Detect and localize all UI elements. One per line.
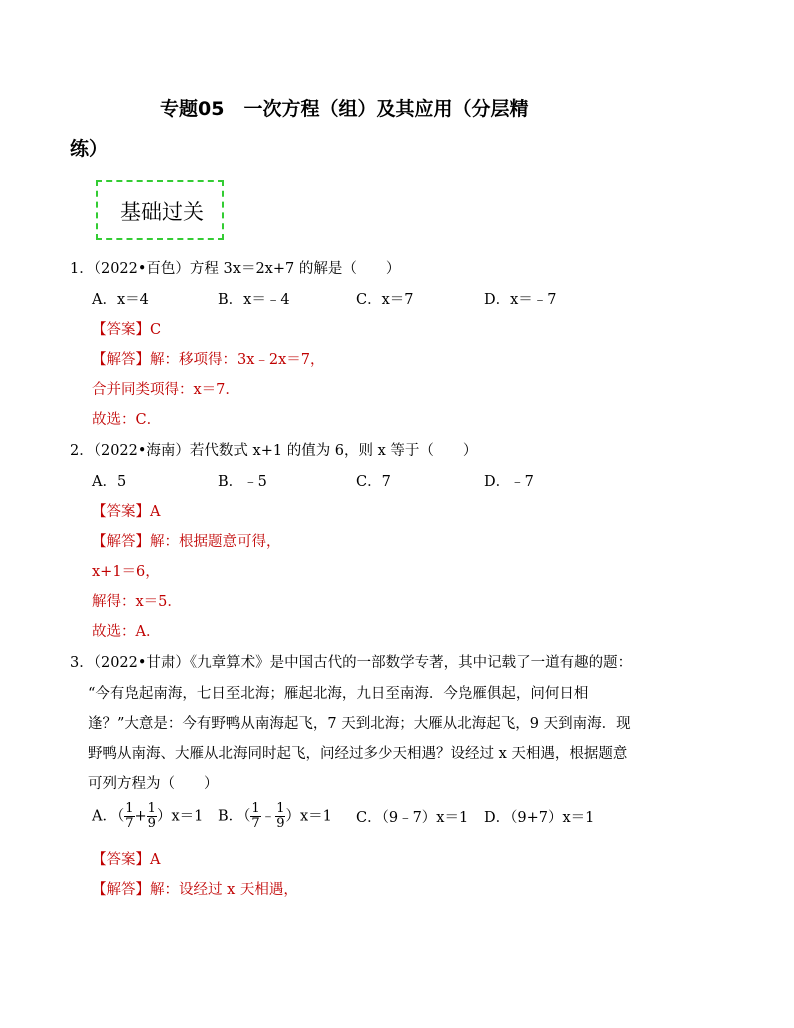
q2-solution-line2: x+1＝6， [92,564,160,580]
q3-stem-line2: “今有凫起南海，七日至北海；雁起北海，九日至南海．今凫雁俱起，问何日相 [88,686,589,702]
q3-stem-line1: 3．（2022•甘肃）《九章算术》是中国古代的一部数学专著，其中记载了一道有趣的题： [70,655,633,671]
q1-option-c: C．x＝7 [356,292,414,308]
q1-option-d: D．x＝﹣7 [484,292,557,308]
q2-stem: 2．（2022•海南）若代数式 x+1 的值为 6，则 x 等于（ ） [70,443,478,459]
q3-stem-line4: 野鸭从南海、大雁从北海同时起飞，问经过多少天相遇？设经过 x 天相遇，根据题意 [88,746,628,762]
document-title-line1: 专题05 一次方程（组）及其应用（分层精 [160,98,529,120]
q3-stem-line3: 逢？”大意是：今有野鸭从南海起飞，7 天到北海；大雁从北海起飞，9 天到南海．现 [88,716,631,732]
q3-option-a: A．（ $\frac{1}{7}$ + $\frac{1}{9}$ ）x＝1 [92,801,204,831]
q3-answer: 【答案】A [92,852,161,868]
q2-option-c: C．7 [356,474,391,490]
q1-stem: 1．（2022•百色）方程 3x＝2x+7 的解是（ ） [70,261,401,277]
q3-option-c: C．（9﹣7）x＝1 [356,810,469,826]
q2-solution-line1: 【解答】解：根据题意可得， [92,534,281,550]
q2-solution-line3: 解得：x＝5． [92,594,182,610]
section-badge [96,180,224,240]
q1-solution-line2: 合并同类项得：x＝7． [92,382,240,398]
q1-solution-line1: 【解答】解：移项得：3x﹣2x＝7， [92,352,325,368]
q2-option-a: A．5 [92,474,127,490]
q1-option-a: A．x＝4 [92,292,149,308]
section-badge-label: 基础过关 [120,200,204,224]
document-title-line2: 练） [70,138,109,160]
q2-option-d: D．﹣7 [484,474,534,490]
q3-option-b: B．（ $\frac{1}{7}$ ﹣ $\frac{1}{9}$ ）x＝1 [218,801,332,831]
q3-solution-line1: 【解答】解：设经过 x 天相遇， [92,882,298,898]
q3-option-d: D．（9+7）x＝1 [484,810,595,826]
q2-solution-line4: 故选：A． [92,624,161,640]
q2-answer: 【答案】A [92,504,161,520]
q1-answer: 【答案】C [92,322,162,338]
q3-stem-line5: 可列方程为（ ） [88,776,219,792]
q1-option-b: B．x＝﹣4 [218,292,290,308]
q1-solution-line3: 故选：C． [92,412,162,428]
q2-option-b: B．﹣5 [218,474,267,490]
